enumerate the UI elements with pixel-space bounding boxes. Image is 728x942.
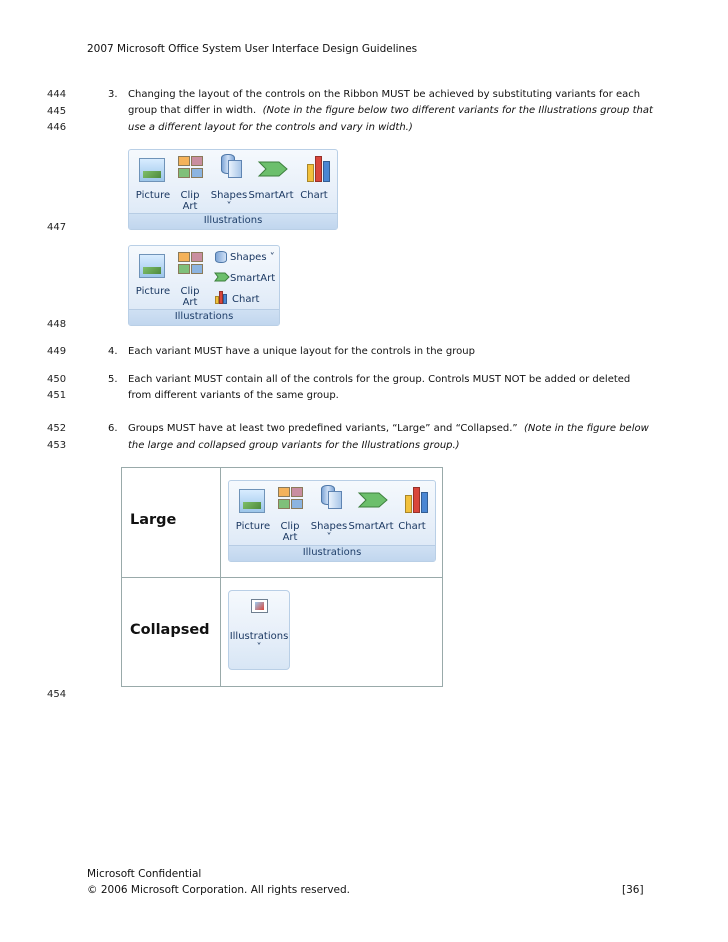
- shapes-small-label[interactable]: Shapes ˅: [230, 252, 275, 263]
- page-header: 2007 Microsoft Office System User Interface Design Guidelines: [87, 43, 418, 55]
- item-5-line-2: from different variants of the same group.: [128, 390, 339, 401]
- clip-art-icon[interactable]: [178, 252, 190, 262]
- chevron-down-icon: ˅: [256, 642, 262, 653]
- list-number: 6.: [108, 423, 118, 434]
- line-number: 453: [47, 440, 67, 451]
- clip-art-icon: [191, 252, 203, 262]
- line-number: 445: [47, 106, 67, 117]
- line-number: 449: [47, 346, 67, 357]
- clip-art-icon: [278, 499, 290, 509]
- clip-art-icon: [191, 264, 203, 274]
- clip-art-icon: [178, 264, 190, 274]
- collapsed-label-text: [229, 631, 289, 653]
- chart-icon-bar: [413, 487, 420, 513]
- chart-small-label[interactable]: Chart: [232, 294, 260, 305]
- picture-icon[interactable]: [139, 254, 165, 278]
- line-number: 451: [47, 390, 67, 401]
- variants-table: [121, 467, 443, 687]
- clip-art-icon: [291, 487, 303, 497]
- illustrations-group-large: [228, 480, 436, 562]
- chart-icon-bar: [421, 492, 428, 513]
- item-6-line-1: [128, 422, 649, 436]
- item-5-line-1: Each variant MUST contain all of the controls for the group. Controls MUST NOT be added or deleted: [128, 374, 631, 385]
- line-number: 454: [47, 689, 67, 700]
- chart-icon-bar: [405, 495, 412, 513]
- group-name: Illustrations: [229, 545, 435, 561]
- smartart-label[interactable]: SmartArt: [248, 190, 294, 201]
- picture-icon-image: [255, 602, 264, 610]
- line-number: 447: [47, 222, 67, 233]
- collapsed-button-label: Illustrations: [229, 631, 289, 642]
- clip-art-icon: [291, 499, 303, 509]
- item-3-line-1: Changing the layout of the controls on the Ribbon MUST be achieved by substituting variants for each: [128, 89, 641, 100]
- line-number: 448: [47, 319, 67, 330]
- smartart-icon[interactable]: [257, 158, 289, 180]
- item-3-line-2-plain: group that differ in width.: [128, 105, 257, 116]
- chart-icon-bar: [323, 161, 330, 182]
- clip-label-2: Art: [282, 532, 298, 543]
- shapes-icon: [228, 160, 242, 178]
- line-number: 446: [47, 122, 67, 133]
- picture-label[interactable]: Picture: [135, 286, 171, 297]
- illustrations-group-wide: [128, 149, 338, 230]
- list-number: 3.: [108, 89, 118, 100]
- clip-art-icon: [191, 168, 203, 178]
- chart-icon[interactable]: [215, 291, 229, 304]
- chart-icon-bar: [223, 294, 227, 304]
- shapes-text: Shapes: [210, 190, 248, 201]
- clip-art-label[interactable]: [175, 190, 205, 212]
- shapes-icon[interactable]: [215, 251, 227, 263]
- smartart-icon[interactable]: [357, 489, 389, 511]
- picture-label[interactable]: Picture: [235, 521, 271, 532]
- item-6-line-2: the large and collapsed group variants for the Illustrations group.): [128, 440, 460, 451]
- clip-art-icon: [178, 168, 190, 178]
- illustrations-group-narrow: [128, 245, 280, 326]
- line-number: 444: [47, 89, 67, 100]
- clip-art-icon: [191, 156, 203, 166]
- clip-label-1: Clip: [180, 190, 200, 201]
- shapes-label[interactable]: [309, 521, 349, 543]
- chart-icon[interactable]: [306, 154, 334, 182]
- item-4-line-1: Each variant MUST have a unique layout for the controls in the group: [128, 346, 475, 357]
- line-number: 452: [47, 423, 67, 434]
- item-3-line-2: [128, 104, 653, 118]
- clip-art-label[interactable]: [275, 521, 305, 543]
- list-number: 4.: [108, 346, 118, 357]
- clip-label-1: Clip: [280, 521, 300, 532]
- chart-label[interactable]: Chart: [398, 521, 426, 532]
- chevron-down-icon: ˅: [326, 532, 332, 543]
- shapes-label[interactable]: [209, 190, 249, 212]
- clip-label-2: Art: [182, 297, 198, 308]
- smartart-label[interactable]: SmartArt: [348, 521, 394, 532]
- clip-art-label[interactable]: [175, 286, 205, 308]
- line-number: 450: [47, 374, 67, 385]
- footer-confidential: Microsoft Confidential: [87, 868, 202, 880]
- item-3-line-2-note: (Note in the figure below two different variants for the Illustrations group that: [262, 105, 653, 116]
- group-name: Illustrations: [129, 213, 337, 229]
- illustrations-collapsed-button[interactable]: [228, 590, 290, 670]
- item-6-line-1-plain: Groups MUST have at least two predefined variants, “Large” and “Collapsed.”: [128, 423, 518, 434]
- item-6-line-1-note: (Note in the figure below: [523, 423, 649, 434]
- table-divider: [122, 577, 442, 578]
- shapes-text: Shapes: [310, 521, 348, 532]
- clip-label-1: Clip: [180, 286, 200, 297]
- picture-icon[interactable]: [139, 158, 165, 182]
- large-label: Large: [130, 512, 177, 528]
- clip-art-icon[interactable]: [278, 487, 290, 497]
- page-number: [36]: [622, 884, 644, 896]
- picture-icon: [251, 599, 268, 613]
- collapsed-label: Collapsed: [130, 622, 210, 638]
- picture-label[interactable]: Picture: [135, 190, 171, 201]
- smartart-small-label[interactable]: SmartArt: [230, 273, 276, 284]
- group-name: Illustrations: [129, 309, 279, 325]
- list-number: 5.: [108, 374, 118, 385]
- chevron-down-icon: ˅: [226, 201, 232, 212]
- chart-icon-bar: [315, 156, 322, 182]
- clip-label-2: Art: [182, 201, 198, 212]
- chart-icon-bar: [307, 164, 314, 182]
- shapes-icon: [328, 491, 342, 509]
- clip-art-icon[interactable]: [178, 156, 190, 166]
- chart-label[interactable]: Chart: [300, 190, 328, 201]
- picture-icon[interactable]: [239, 489, 265, 513]
- smartart-icon[interactable]: [214, 271, 230, 283]
- chart-icon[interactable]: [404, 485, 432, 513]
- item-3-line-3: use a different layout for the controls and vary in width.): [128, 122, 413, 133]
- footer-copyright: © 2006 Microsoft Corporation. All rights reserved.: [87, 884, 351, 896]
